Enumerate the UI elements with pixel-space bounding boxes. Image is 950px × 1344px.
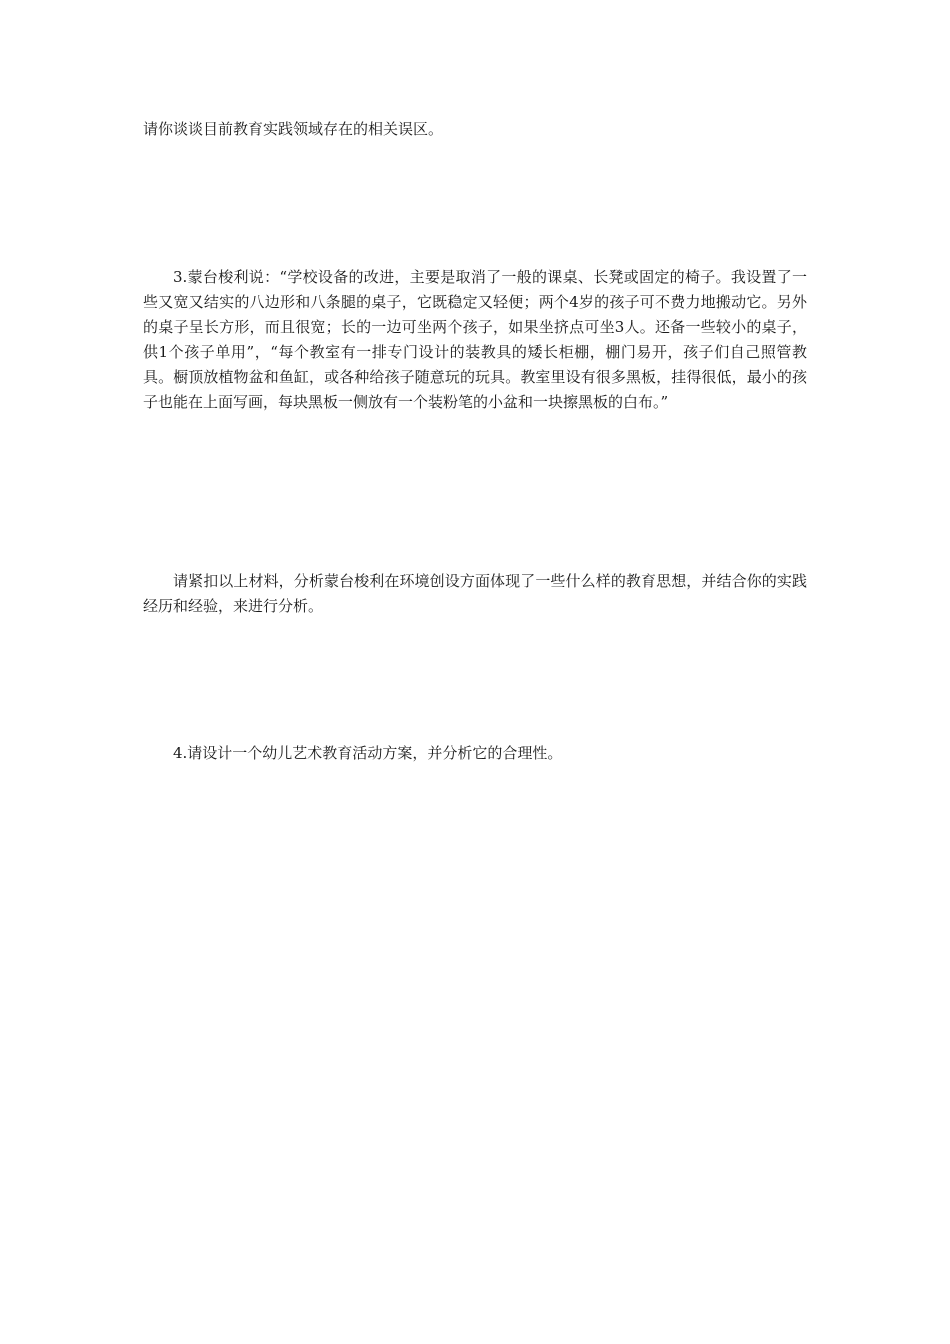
question-3-prompt-paragraph: 请紧扣以上材料，分析蒙台梭利在环境创设方面体现了一些什么样的教育思想，并结合你的实践经历和经验，来进行分析。 <box>143 572 807 615</box>
question-prompt-paragraph: 请你谈谈目前教育实践领域存在的相关误区。 <box>143 120 444 138</box>
question-4-paragraph: 4.请设计一个幼儿艺术教育活动方案，并分析它的合理性。 <box>173 744 563 762</box>
question-3-material-paragraph: 3.蒙台梭利说：“学校设备的改进，主要是取消了一般的课桌、长凳或固定的椅子。我设置了一些又宽又结实的八边形和八条腿的桌子，它既稳定又轻便；两个4岁的孩子可不费力地搬动它。另外的桌子呈长方形，而且很宽；长的一边可坐两个孩子，如果坐挤点可坐3人。还备一些较小的桌子，供1个孩子单用”，“每个教室有一排专门设计的装教具的矮长柜棚，棚门易开，孩子们自己照管教具。橱顶放植物盆和鱼缸，或各种给孩子随意玩的玩具。教室里设有很多黑板，挂得很低，最小的孩子也能在上面写画，每块黑板一侧放有一个装粉笔的小盆和一块擦黑板的白布。” <box>143 268 807 411</box>
